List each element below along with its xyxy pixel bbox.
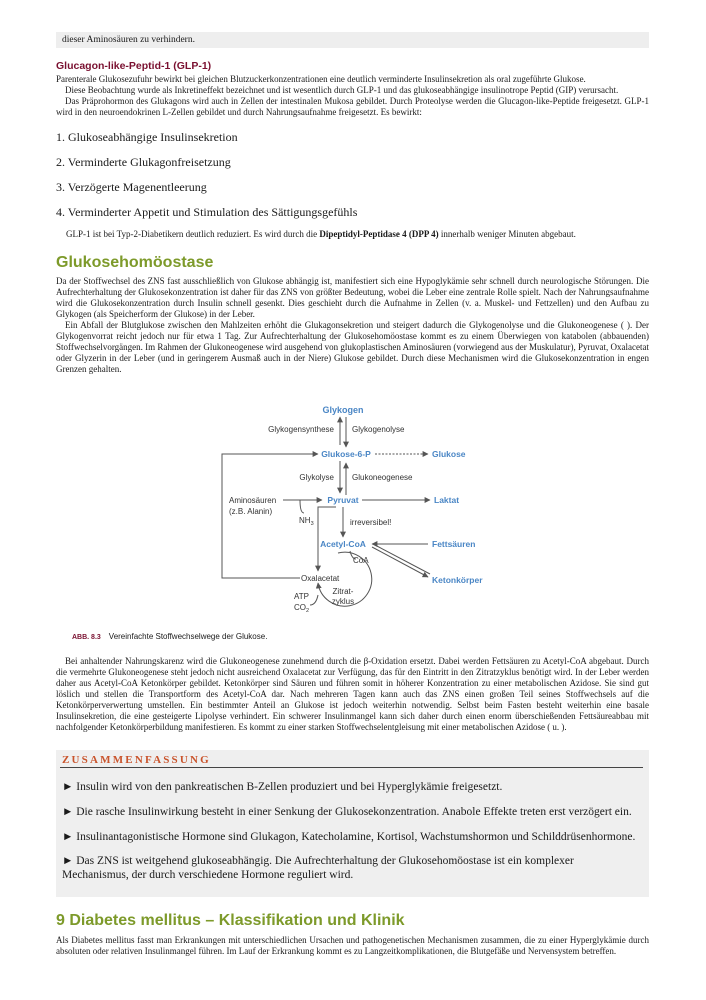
figure-caption-text: Vereinfachte Stoffwechselwege der Glukose. — [108, 632, 268, 641]
label-alanin: (z.B. Alanin) — [229, 507, 273, 516]
label-pyruvat: Pyruvat — [327, 495, 359, 505]
summary-item: ► Insulinantagonistische Hormone sind Glukagon, Katecholamine, Kortisol, Wachstumshormon und Schilddrüsenhormone. — [62, 831, 636, 843]
label-glykogen: Glykogen — [322, 405, 364, 415]
figure-caption — [72, 632, 267, 641]
arrow-nh3 — [300, 500, 304, 513]
label-glukoneogenese: Glukoneogenese — [352, 473, 413, 482]
summary-item: ► Die rasche Insulinwirkung besteht in einer Senkung der Glukosekonzentration. Anabole Effekte treten erst verzögert ein. — [62, 806, 632, 818]
label-coa: CoA — [353, 556, 369, 565]
homeostasis-paragraph — [56, 276, 649, 375]
arrow-atp-co2 — [310, 595, 318, 605]
arrow-ketonkoerper — [372, 547, 428, 577]
glp1-effect-item: 1. Glukoseabhängige Insulinsekretion — [56, 130, 238, 144]
ketone-paragraph — [56, 656, 649, 733]
label-glykolyse: Glykolyse — [299, 473, 334, 482]
label-nh3: $NH_3$ — [299, 516, 314, 527]
label-glykogenolyse: Glykogenolyse — [352, 425, 405, 434]
dpp4-term: Dipeptidyl-Peptidase 4 (DPP 4) — [319, 229, 439, 239]
label-co2: $CO_2$ — [294, 603, 310, 614]
summary-item: ► Das ZNS ist weitgehend glukoseabhängig. Die Aufrechterhaltung der Glukosehomöostase ist ein komplexer Mechanismus, der durch verschiedene Hormone reguliert wird. — [62, 855, 574, 881]
label-fettsaeuren: Fettsäuren — [432, 539, 476, 549]
label-zitrat: Zitrat- — [332, 587, 354, 596]
glp1-heading: Glucagon-like-Peptid-1 (GLP-1) — [56, 60, 212, 72]
glp1-note-post: innerhalb weniger Minuten abgebaut. — [438, 229, 576, 239]
glp1-effect-item: 4. Verminderter Appetit und Stimulation des Sättigungsgefühls — [56, 205, 358, 219]
label-zyklus: zyklus — [331, 597, 355, 606]
metabolism-diagram — [0, 395, 706, 635]
label-acetyl-coa: Acetyl-CoA — [320, 539, 366, 549]
top-continuation-text: dieser Aminosäuren zu verhindern. — [56, 32, 649, 48]
ketone-p: Bei anhaltender Nahrungskarenz wird die Glukoneogenese zunehmend durch die β-Oxidation ersetzt. Dabei werden Fettsäuren zu Acetyl-CoA abgebaut. Durch die vermehrte Glukoneogenese steht jedoch nicht ausreichend Oxalacetat zur Verfügung, das für den Eintritt in den Zitratzyklus benötigt wird. In der Leber werden daher aus Acetyl-CoA Ketonkörper gebildet. Ketonkörper sind Säuren und führen somit in höherer Konzentration zu einer metabolischen Azidose. Sie sind gut löslich und stellen die Transportform des Acetyl-CoA dar. Nach mehreren Tagen kann auch das ZNS einen großen Teil seines Stoffwechsels auf die Ketonkörperverwertung umstellen. Ein bestimmter Anteil an Glukose ist jedoch weiterhin notwendig. Selbst beim Fasten besteht weiterhin eine basale Insulinsekretion, die eine gesteigerte Lipolyse verhindert. Ein schwerer Insulinmangel kann sich daher durch einen enorm überschießenden Fettsäureabbau mit nachfolgender Ketonkörperbildung manifestieren. Es kommt zu einer starken Stoffwechselentgleisung mit einer metabolischen Azidose ( u. ). — [56, 656, 649, 732]
chapter-intro-paragraph — [56, 935, 649, 957]
glp1-paragraph — [56, 74, 649, 118]
summary-divider — [60, 767, 643, 768]
label-aminosaeuren: Aminosäuren — [229, 496, 277, 505]
glp1-p1: Parenterale Glukosezufuhr bewirkt bei gleichen Blutzuckerkonzentrationen eine deutlich verminderte Insulinsekretion als oral zugeführte Glukose. — [56, 74, 586, 84]
label-ketonkoerper: Ketonkörper — [432, 575, 483, 585]
homeostasis-p2: Ein Abfall der Blutglukose zwischen den Mahlzeiten erhöht die Glukagonsekretion und steigert dadurch die Glykogenolyse und die Glukoneogenese ( ). Der Glykogenvorrat reicht jedoch nur für etwa 1 Tag. Zur Aufrechterhaltung der Glukosehomöostase kommt es zu einem Überwiegen von katabolen (abbauenden) Stoffwechselvorgängen. Im Rahmen der Glukoneogenese wird ausgehend von glukoplastischen Aminosäuren (vorwiegend aus der Muskulatur), Pyruvat, Oxalacetat oder Glyzerin in der Leber (und in geringerem Ausmaß auch in der Niere) Glukose gebildet. Durch diese Mechanismen wird die Glukosekonzentration in engen Grenzen gehalten. — [56, 320, 650, 374]
homeostasis-heading: Glukosehomöostase — [56, 254, 214, 271]
label-glukose: Glukose — [432, 449, 466, 459]
homeostasis-p1: Da der Stoffwechsel des ZNS fast ausschließlich von Glukose abhängig ist, manifestiert sich eine Hypoglykämie sehr schnell durch neurologische Störungen. Die Aufrechterhaltung der Glukosekonzentration ist daher für das ZNS von größter Bedeutung, wobei die Leber eine zentrale Rolle spielt. Nach der Nahrungsaufnahme wird die Glukosekonzentration durch Insulin schnell gesenkt. Dies geschieht durch die Aufnahme in Zellen (v. a. Muskel- und Fettzellen) und den Aufbau zu Glykogen (als Speicherform der Glukose) in der Leber. — [56, 276, 649, 319]
label-laktat: Laktat — [434, 495, 460, 505]
summary-item: ► Insulin wird von den pankreatischen B-Zellen produziert und bei Hyperglykämie freigesetzt. — [62, 781, 503, 793]
glp1-note — [56, 229, 649, 240]
glp1-p3: Das Präprohormon des Glukagons wird auch in Zellen der intestinalen Mukosa gebildet. Durch Proteolyse werden die Glucagon-like-Peptide freigesetzt. GLP-1 wird in den neuroendokrinen L-Zellen gebildet und durch Nahrungsaufnahme freigesetzt. Es bewirkt: — [56, 96, 649, 117]
glp1-note-pre: GLP-1 ist bei Typ-2-Diabetikern deutlich reduziert. Es wird durch die — [66, 229, 320, 239]
summary-box — [56, 750, 649, 897]
label-atp: ATP — [294, 592, 309, 601]
chapter-heading: 9 Diabetes mellitus – Klassifikation und Klinik — [56, 912, 405, 929]
summary-title: ZUSAMMENFASSUNG — [62, 754, 211, 766]
glp1-effect-item: 2. Verminderte Glukagonfreisetzung — [56, 155, 231, 169]
label-glykogensynthese: Glykogensynthese — [268, 425, 334, 434]
figure-number: ABB. 8.3 — [72, 634, 101, 641]
label-glukose-6-p: Glukose-6-P — [321, 449, 371, 459]
label-irreversibel: irreversibel! — [350, 518, 392, 527]
label-oxalacetat: Oxalacetat — [301, 574, 340, 583]
arrow-ketonkoerper-2 — [375, 545, 430, 574]
glp1-p2: Diese Beobachtung wurde als Inkretineffekt bezeichnet und ist wesentlich durch GLP-1 und das glukoseabhängige insulinotrope Peptid (GIP) verursacht. — [65, 85, 619, 95]
chapter-intro: Als Diabetes mellitus fasst man Erkrankungen mit unterschiedlichen Ursachen und pathogenetischen Mechanismen zusammen, die zu einer Hyperglykämie durch absoluten oder relativen Insulinmangel führen. Im Lauf der Erkrankung kommt es zu Langzeitkomplikationen, die Blutgefäße und Nervensystem betreffen. — [56, 935, 649, 956]
glp1-effect-item: 3. Verzögerte Magenentleerung — [56, 180, 207, 194]
